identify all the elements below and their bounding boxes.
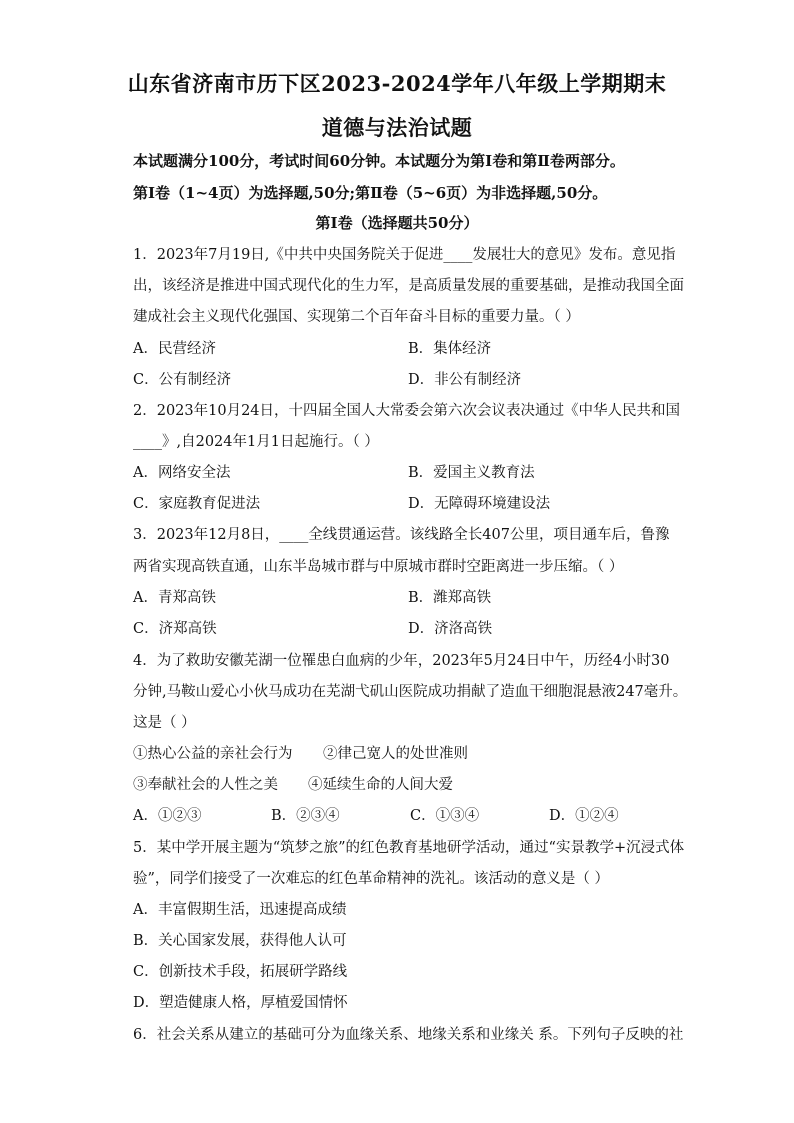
question-4-text: 这是（ ） bbox=[133, 715, 196, 731]
question-4-option-c: C．①③④ bbox=[410, 808, 480, 824]
question-4-option-d: D．①②④ bbox=[549, 808, 619, 824]
question-3-option-a: A．青郑高铁 bbox=[133, 590, 216, 606]
question-1-text: 出，该经济是推进中国式现代化的生力军，是高质量发展的重要基础，是推动我国全面 bbox=[133, 278, 684, 294]
question-3-text: 两省实现高铁直通，山东半岛城市群与中原城市群时空距离进一步压缩。（ ） bbox=[133, 559, 624, 575]
exam-subtitle: 道德与法治试题 bbox=[321, 115, 473, 140]
exam-instructions-line: 本试题满分100分，考试时间60分钟。本试题分为第Ⅰ卷和第Ⅱ卷两部分。 bbox=[133, 152, 625, 170]
question-2-option-d: D．无障碍环境建设法 bbox=[408, 496, 551, 512]
question-4-statement: ④延续生命的人间大爱 bbox=[308, 777, 453, 793]
question-2-option-a: A．网络安全法 bbox=[133, 465, 231, 481]
question-4-text: 分钟,马鞍山爱心小伙马成功在芜湖弋矶山医院成功捐献了造血干细胞混悬液247毫升。 bbox=[133, 684, 688, 700]
question-1-text: 1．2023年7月19日,《中共中央国务院关于促进____发展壮大的意见》发布。意见指 bbox=[133, 247, 676, 263]
question-5-option-d: D．塑造健康人格，厚植爱国情怀 bbox=[133, 995, 348, 1011]
question-2-option-b: B．爱国主义教育法 bbox=[408, 465, 535, 481]
question-3-text: 3．2023年12月8日，____全线贯通运营。该线路全长407公里，项目通车后，鲁豫 bbox=[133, 527, 670, 543]
question-1-option-b: B．集体经济 bbox=[408, 341, 492, 357]
question-1-option-d: D．非公有制经济 bbox=[408, 372, 522, 388]
question-3-option-c: C．济郑高铁 bbox=[133, 621, 217, 637]
question-3-option-d: D．济洛高铁 bbox=[408, 621, 493, 637]
question-4-statement: ③奉献社会的人性之美 bbox=[133, 777, 278, 793]
question-4-statement: ①热心公益的亲社会行为 bbox=[133, 746, 293, 762]
question-2-text: ____》,自2024年1月1日起施行。（ ） bbox=[133, 434, 379, 450]
question-3-option-b: B．潍郑高铁 bbox=[408, 590, 492, 606]
question-5-option-b: B．关心国家发展，获得他人认可 bbox=[133, 933, 347, 949]
question-5-option-a: A．丰富假期生活，迅速提高成绩 bbox=[133, 902, 347, 918]
question-1-option-a: A．民营经济 bbox=[133, 341, 216, 357]
section-heading: 第Ⅰ卷（选择题共50分） bbox=[315, 214, 479, 232]
question-4-statement: ②律己宽人的处世准则 bbox=[323, 746, 468, 762]
question-2-text: 2．2023年10月24日，十四届全国人大常委会第六次会议表决通过《中华人民共和国 bbox=[133, 403, 681, 419]
question-5-text: 验”，同学们接受了一次难忘的红色革命精神的洗礼。该活动的意义是（ ） bbox=[133, 871, 610, 887]
question-5-text: 5．某中学开展主题为“筑梦之旅”的红色教育基地研学活动，通过“实景教学+沉浸式体 bbox=[133, 840, 685, 856]
exam-instructions-line: 第Ⅰ卷（1~4页）为选择题,50分;第Ⅱ卷（5~6页）为非选择题,50分。 bbox=[133, 184, 608, 202]
question-1-option-c: C．公有制经济 bbox=[133, 372, 232, 388]
question-5-option-c: C．创新技术手段，拓展研学路线 bbox=[133, 964, 348, 980]
question-6-text: 6．社会关系从建立的基础可分为血缘关系、地缘关系和业缘关 系。下列句子反映的社 bbox=[133, 1027, 684, 1043]
question-1-text: 建成社会主义现代化强国、实现第二个百年奋斗目标的重要力量。（ ） bbox=[133, 309, 580, 325]
question-4-option-b: B．②③④ bbox=[271, 808, 340, 824]
question-4-text: 4．为了救助安徽芜湖一位罹患白血病的少年，2023年5月24日中午，历经4小时30 bbox=[133, 653, 670, 669]
exam-title: 山东省济南市历下区2023-2024学年八年级上学期期末 bbox=[127, 71, 667, 96]
question-4-option-a: A．①②③ bbox=[133, 808, 202, 824]
question-2-option-c: C．家庭教育促进法 bbox=[133, 496, 261, 512]
